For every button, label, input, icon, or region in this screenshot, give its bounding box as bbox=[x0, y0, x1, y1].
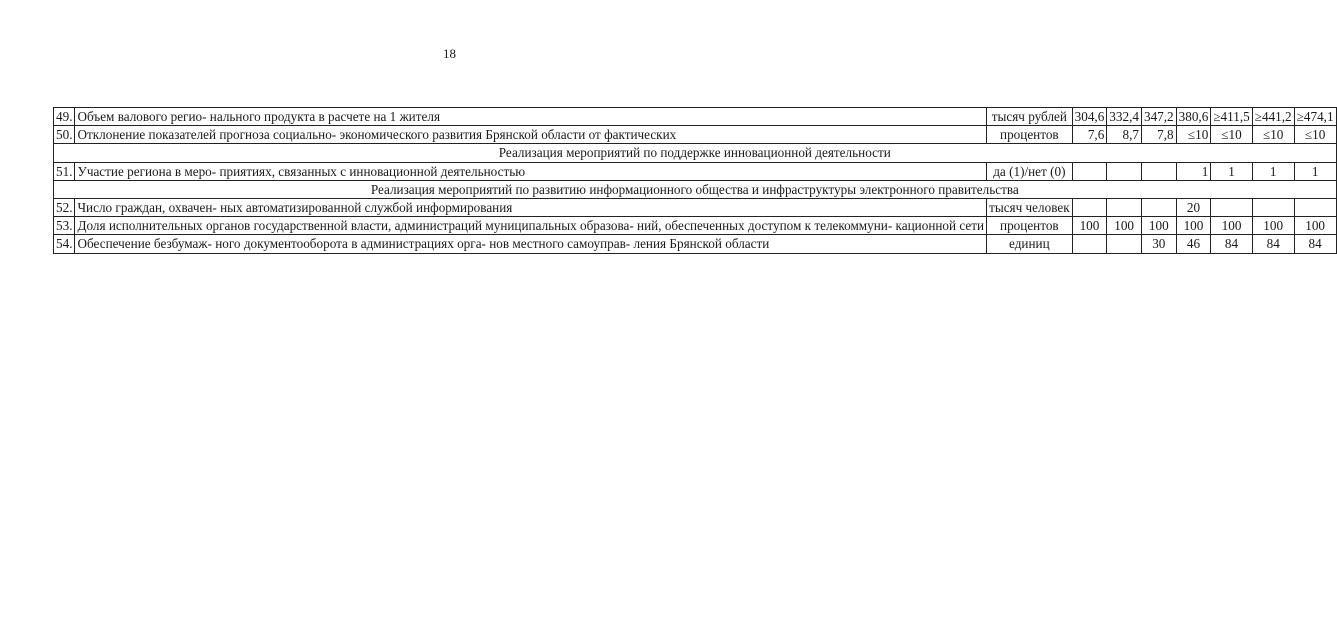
value-cell bbox=[1072, 199, 1107, 217]
value-cell: 8,7 bbox=[1107, 126, 1142, 144]
indicator-name: Число граждан, охвачен- ных автоматизированной службой информирования bbox=[75, 199, 987, 217]
value-cell bbox=[1107, 199, 1142, 217]
unit-cell: тысяч человек bbox=[987, 199, 1073, 217]
value-cell bbox=[1072, 235, 1107, 253]
section-heading-info-society: Реализация мероприятий по развитию информационного общества и инфраструктуры электронного правительства bbox=[54, 180, 1337, 198]
value-cell: ≥411,5 bbox=[1211, 108, 1252, 126]
value-cell: 100 bbox=[1252, 217, 1294, 235]
table-row bbox=[54, 235, 1337, 253]
value-cell: ≤10 bbox=[1294, 126, 1336, 144]
value-cell: ≤10 bbox=[1211, 126, 1252, 144]
value-cell: 20 bbox=[1176, 199, 1211, 217]
value-cell: ≥441,2 bbox=[1252, 108, 1294, 126]
value-cell: ≥474,1 bbox=[1294, 108, 1336, 126]
section-row bbox=[54, 144, 1337, 162]
table-row bbox=[54, 108, 1337, 126]
section-row bbox=[54, 180, 1337, 198]
value-cell: 7,8 bbox=[1141, 126, 1176, 144]
value-cell: 1 bbox=[1176, 162, 1211, 180]
row-number: 49. bbox=[54, 108, 75, 126]
row-number: 51. bbox=[54, 162, 75, 180]
value-cell: 304,6 bbox=[1072, 108, 1107, 126]
value-cell: 84 bbox=[1252, 235, 1294, 253]
indicator-name: Доля исполнительных органов государственной власти, администраций муниципальных образова- ний, обеспеченных доступом к телекоммуни- кационной сети bbox=[75, 217, 987, 235]
value-cell: 100 bbox=[1294, 217, 1336, 235]
value-cell bbox=[1072, 162, 1107, 180]
value-cell bbox=[1252, 199, 1294, 217]
table-row bbox=[54, 199, 1337, 217]
value-cell bbox=[1107, 235, 1142, 253]
value-cell: 100 bbox=[1107, 217, 1142, 235]
value-cell: 380,6 bbox=[1176, 108, 1211, 126]
indicator-name: Обеспечение безбумаж- ного документооборота в администрациях орга- нов местного самоуправ- ления Брянской области bbox=[75, 235, 987, 253]
value-cell bbox=[1141, 162, 1176, 180]
value-cell: 84 bbox=[1211, 235, 1252, 253]
table-row bbox=[54, 162, 1337, 180]
value-cell: ≤10 bbox=[1252, 126, 1294, 144]
indicator-name: Отклонение показателей прогноза социально- экономического развития Брянской области от фактических bbox=[75, 126, 987, 144]
row-number: 52. bbox=[54, 199, 75, 217]
value-cell: 100 bbox=[1176, 217, 1211, 235]
value-cell bbox=[1211, 199, 1252, 217]
value-cell bbox=[1294, 199, 1336, 217]
value-cell: 100 bbox=[1211, 217, 1252, 235]
indicator-name: Объем валового регио- нального продукта в расчете на 1 жителя bbox=[75, 108, 987, 126]
row-number: 50. bbox=[54, 126, 75, 144]
value-cell bbox=[1141, 199, 1176, 217]
unit-cell: процентов bbox=[987, 126, 1073, 144]
value-cell: ≤10 bbox=[1176, 126, 1211, 144]
value-cell: 332,4 bbox=[1107, 108, 1142, 126]
indicator-name: Участие региона в меро- приятиях, связанных с инновационной деятельностью bbox=[75, 162, 987, 180]
unit-cell: тысяч рублей bbox=[987, 108, 1073, 126]
indicators-table bbox=[53, 107, 1337, 254]
value-cell: 100 bbox=[1072, 217, 1107, 235]
value-cell: 100 bbox=[1141, 217, 1176, 235]
value-cell bbox=[1107, 162, 1142, 180]
section-heading-innovation: Реализация мероприятий по поддержке инновационной деятельности bbox=[54, 144, 1337, 162]
value-cell: 1 bbox=[1294, 162, 1336, 180]
value-cell: 7,6 bbox=[1072, 126, 1107, 144]
value-cell: 1 bbox=[1211, 162, 1252, 180]
value-cell: 1 bbox=[1252, 162, 1294, 180]
table-row bbox=[54, 217, 1337, 235]
row-number: 53. bbox=[54, 217, 75, 235]
value-cell: 30 bbox=[1141, 235, 1176, 253]
value-cell: 347,2 bbox=[1141, 108, 1176, 126]
table-row bbox=[54, 126, 1337, 144]
unit-cell: да (1)/нет (0) bbox=[987, 162, 1073, 180]
unit-cell: единиц bbox=[987, 235, 1073, 253]
value-cell: 84 bbox=[1294, 235, 1336, 253]
value-cell: 46 bbox=[1176, 235, 1211, 253]
row-number: 54. bbox=[54, 235, 75, 253]
page-number: 18 bbox=[443, 46, 456, 61]
unit-cell: процентов bbox=[987, 217, 1073, 235]
